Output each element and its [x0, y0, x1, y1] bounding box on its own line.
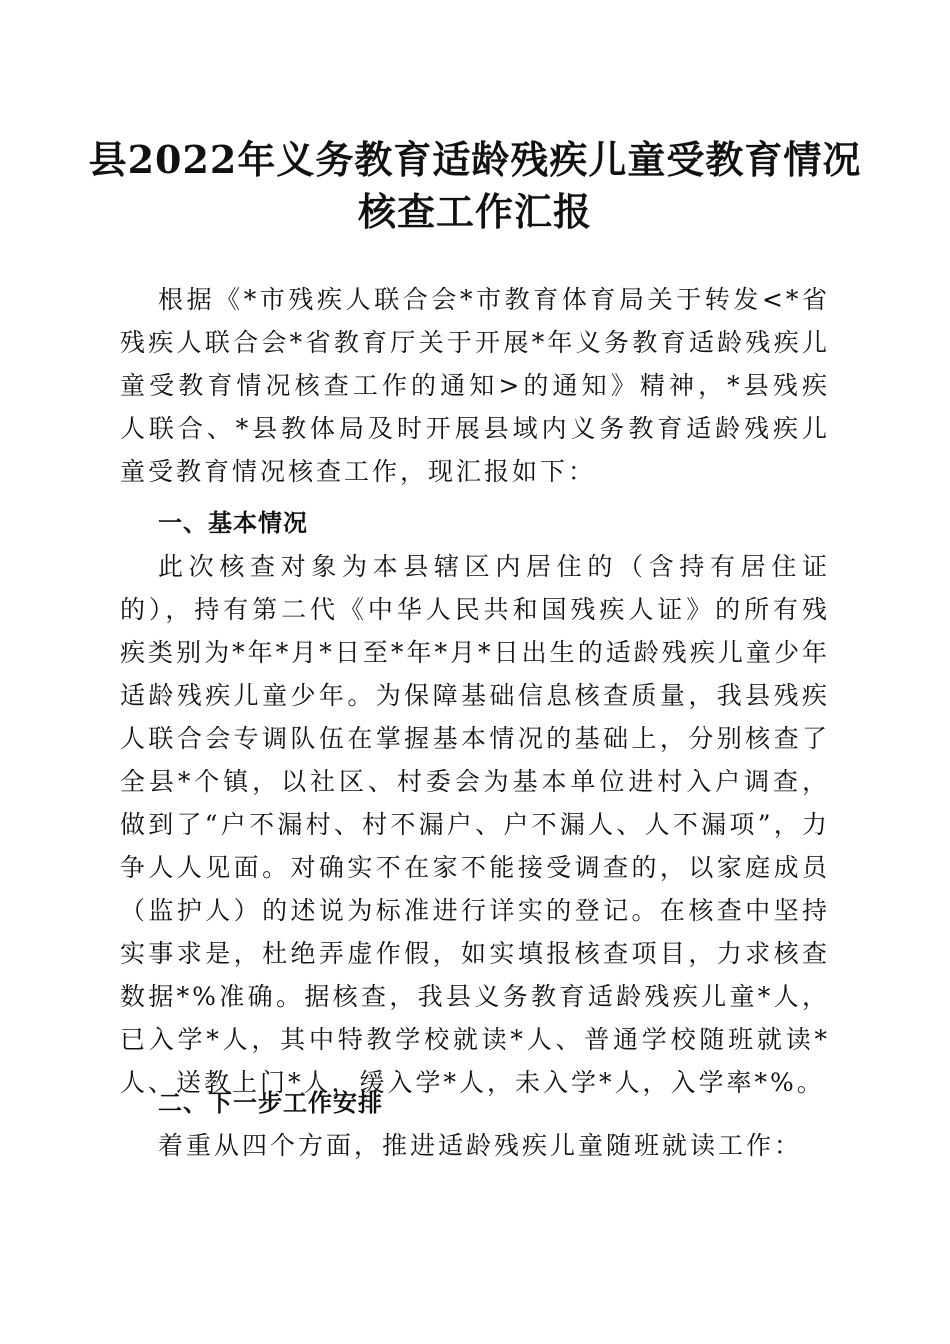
basic-situation-paragraph: 此次核查对象为本县辖区内居住的（含持有居住证的），持有第二代《中华人民共和国残疾人证》的所有残疾类别为*年*月*日至*年*月*日出生的适龄残疾儿童少年适龄残疾儿童少年。为保障基础信息核查质量，我县残疾人联合会专调队伍在掌握基本情况的基础上，分别核查了全县*个镇，以社区、村委会为基本单位进村入户调查，做到了“户不漏村、村不漏户、户不漏人、人不漏项”，力争人人见面。对确实不在家不能接受调查的，以家庭成员（监护人）的述说为标准进行详实的登记。在核查中坚持实事求是，杜绝弄虚作假，如实填报核查项目，力求核查数据*%准确。据核查，我县义务教育适龄残疾儿童*人，已入学*人，其中特教学校就读*人、普通学校随班就读*人、送教上门*人，缓入学*人，未入学*人，入学率*%。: [120, 552, 830, 1097]
document-title-line1: 县2022年义务教育适龄残疾儿童受教育情况: [88, 137, 862, 182]
section-heading-basic-situation: 一、基本情况: [158, 509, 308, 537]
section-heading-next-steps: 二、下一步工作安排: [158, 1089, 383, 1117]
document-title-line2: 核查工作汇报: [357, 189, 592, 234]
intro-paragraph: 根据《*市残疾人联合会*市教育体育局关于转发<*省残疾人联合会*省教育厅关于开展*年义务教育适龄残疾儿童受教育情况核查工作的通知>的通知》精神，*县残疾人联合、*县教体局及时开展县域内义务教育适龄残疾儿童受教育情况核查工作，现汇报如下：: [120, 285, 830, 486]
next-steps-paragraph: 着重从四个方面，推进适龄残疾儿童随班就读工作：: [158, 1131, 803, 1160]
